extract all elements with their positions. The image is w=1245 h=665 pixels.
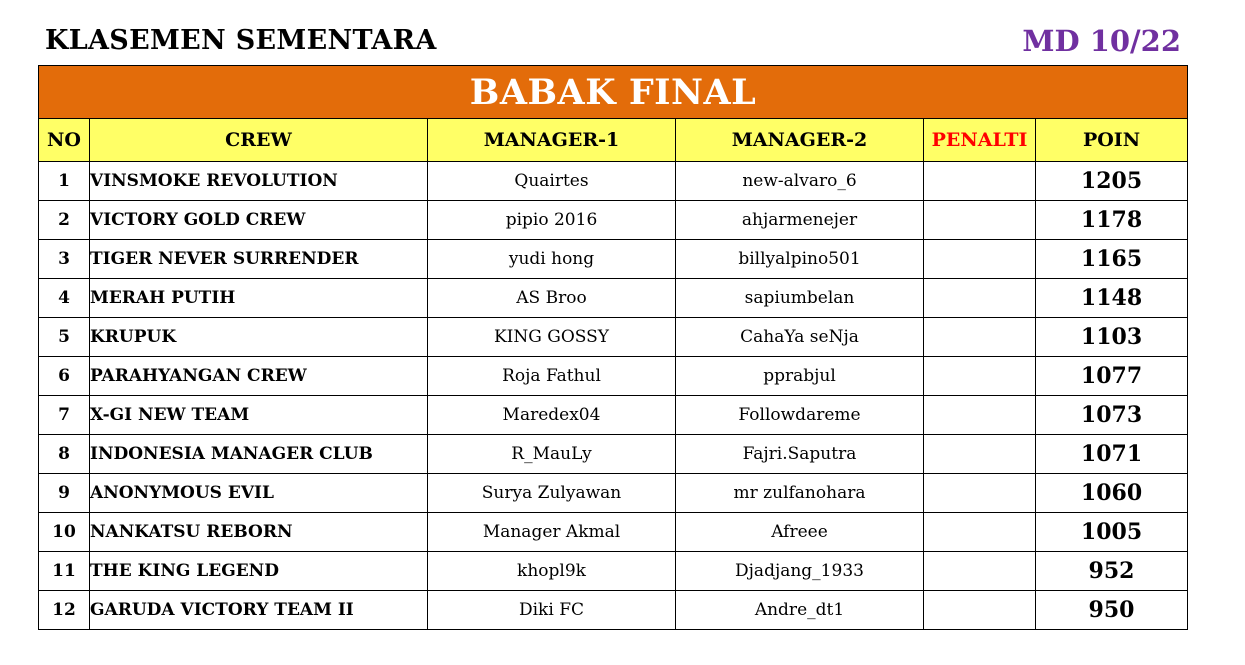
banner-title: BABAK FINAL	[39, 66, 1188, 119]
cell-manager-1: R_MauLy	[428, 435, 676, 474]
cell-penalti	[924, 513, 1036, 552]
standings-table	[38, 65, 1188, 630]
cell-manager-2: Djadjang_1933	[676, 552, 924, 591]
cell-manager-1: KING GOSSY	[428, 318, 676, 357]
cell-crew: VINSMOKE REVOLUTION	[90, 162, 428, 201]
cell-no: 9	[39, 474, 90, 513]
table-row	[39, 279, 1188, 318]
cell-manager-2: new-alvaro_6	[676, 162, 924, 201]
cell-crew: GARUDA VICTORY TEAM II	[90, 591, 428, 630]
cell-manager-1: yudi hong	[428, 240, 676, 279]
cell-poin: 1165	[1036, 240, 1188, 279]
cell-no: 4	[39, 279, 90, 318]
table-row	[39, 513, 1188, 552]
cell-penalti	[924, 162, 1036, 201]
cell-poin: 1205	[1036, 162, 1188, 201]
cell-manager-2: sapiumbelan	[676, 279, 924, 318]
table-row	[39, 240, 1188, 279]
header-manager-1: MANAGER-1	[428, 119, 676, 162]
cell-crew: VICTORY GOLD CREW	[90, 201, 428, 240]
cell-crew: MERAH PUTIH	[90, 279, 428, 318]
cell-penalti	[924, 396, 1036, 435]
cell-penalti	[924, 240, 1036, 279]
cell-penalti	[924, 591, 1036, 630]
cell-no: 10	[39, 513, 90, 552]
cell-manager-2: Andre_dt1	[676, 591, 924, 630]
cell-penalti	[924, 279, 1036, 318]
cell-crew: ANONYMOUS EVIL	[90, 474, 428, 513]
cell-manager-2: ahjarmenejer	[676, 201, 924, 240]
cell-no: 2	[39, 201, 90, 240]
banner-row	[39, 66, 1188, 119]
cell-crew: X-GI NEW TEAM	[90, 396, 428, 435]
cell-penalti	[924, 435, 1036, 474]
cell-no: 6	[39, 357, 90, 396]
cell-poin: 1073	[1036, 396, 1188, 435]
cell-poin: 950	[1036, 591, 1188, 630]
cell-no: 1	[39, 162, 90, 201]
header-row	[39, 119, 1188, 162]
header-crew: CREW	[90, 119, 428, 162]
table-row	[39, 396, 1188, 435]
cell-manager-1: pipio 2016	[428, 201, 676, 240]
header-poin: POIN	[1036, 119, 1188, 162]
cell-no: 3	[39, 240, 90, 279]
table-row	[39, 552, 1188, 591]
matchday-label: MD 10/22	[1022, 24, 1181, 58]
cell-crew: INDONESIA MANAGER CLUB	[90, 435, 428, 474]
cell-poin: 1103	[1036, 318, 1188, 357]
cell-manager-1: Diki FC	[428, 591, 676, 630]
cell-poin: 1005	[1036, 513, 1188, 552]
cell-manager-1: Surya Zulyawan	[428, 474, 676, 513]
cell-penalti	[924, 552, 1036, 591]
cell-crew: KRUPUK	[90, 318, 428, 357]
table-row	[39, 435, 1188, 474]
cell-manager-1: AS Broo	[428, 279, 676, 318]
cell-penalti	[924, 357, 1036, 396]
cell-manager-2: Fajri.Saputra	[676, 435, 924, 474]
cell-crew: TIGER NEVER SURRENDER	[90, 240, 428, 279]
table-row	[39, 201, 1188, 240]
cell-poin: 1077	[1036, 357, 1188, 396]
cell-poin: 1148	[1036, 279, 1188, 318]
cell-no: 7	[39, 396, 90, 435]
cell-poin: 1071	[1036, 435, 1188, 474]
cell-crew: THE KING LEGEND	[90, 552, 428, 591]
table-row	[39, 474, 1188, 513]
cell-no: 11	[39, 552, 90, 591]
cell-manager-2: Afreee	[676, 513, 924, 552]
cell-manager-1: Roja Fathul	[428, 357, 676, 396]
cell-no: 8	[39, 435, 90, 474]
cell-manager-1: Quairtes	[428, 162, 676, 201]
cell-manager-2: Followdareme	[676, 396, 924, 435]
cell-manager-2: CahaYa seNja	[676, 318, 924, 357]
table-row	[39, 318, 1188, 357]
cell-no: 12	[39, 591, 90, 630]
table-row	[39, 591, 1188, 630]
header-no: NO	[39, 119, 90, 162]
cell-penalti	[924, 318, 1036, 357]
cell-manager-2: pprabjul	[676, 357, 924, 396]
cell-no: 5	[39, 318, 90, 357]
cell-manager-1: Manager Akmal	[428, 513, 676, 552]
header-manager-2: MANAGER-2	[676, 119, 924, 162]
cell-crew: NANKATSU REBORN	[90, 513, 428, 552]
cell-poin: 1060	[1036, 474, 1188, 513]
header-penalti: PENALTI	[924, 119, 1036, 162]
table-row	[39, 162, 1188, 201]
cell-manager-1: Maredex04	[428, 396, 676, 435]
table-row	[39, 357, 1188, 396]
cell-penalti	[924, 201, 1036, 240]
cell-manager-1: khopl9k	[428, 552, 676, 591]
cell-poin: 952	[1036, 552, 1188, 591]
cell-crew: PARAHYANGAN CREW	[90, 357, 428, 396]
cell-manager-2: mr zulfanohara	[676, 474, 924, 513]
page-title: KLASEMEN SEMENTARA	[45, 25, 437, 56]
cell-penalti	[924, 474, 1036, 513]
cell-poin: 1178	[1036, 201, 1188, 240]
cell-manager-2: billyalpino501	[676, 240, 924, 279]
